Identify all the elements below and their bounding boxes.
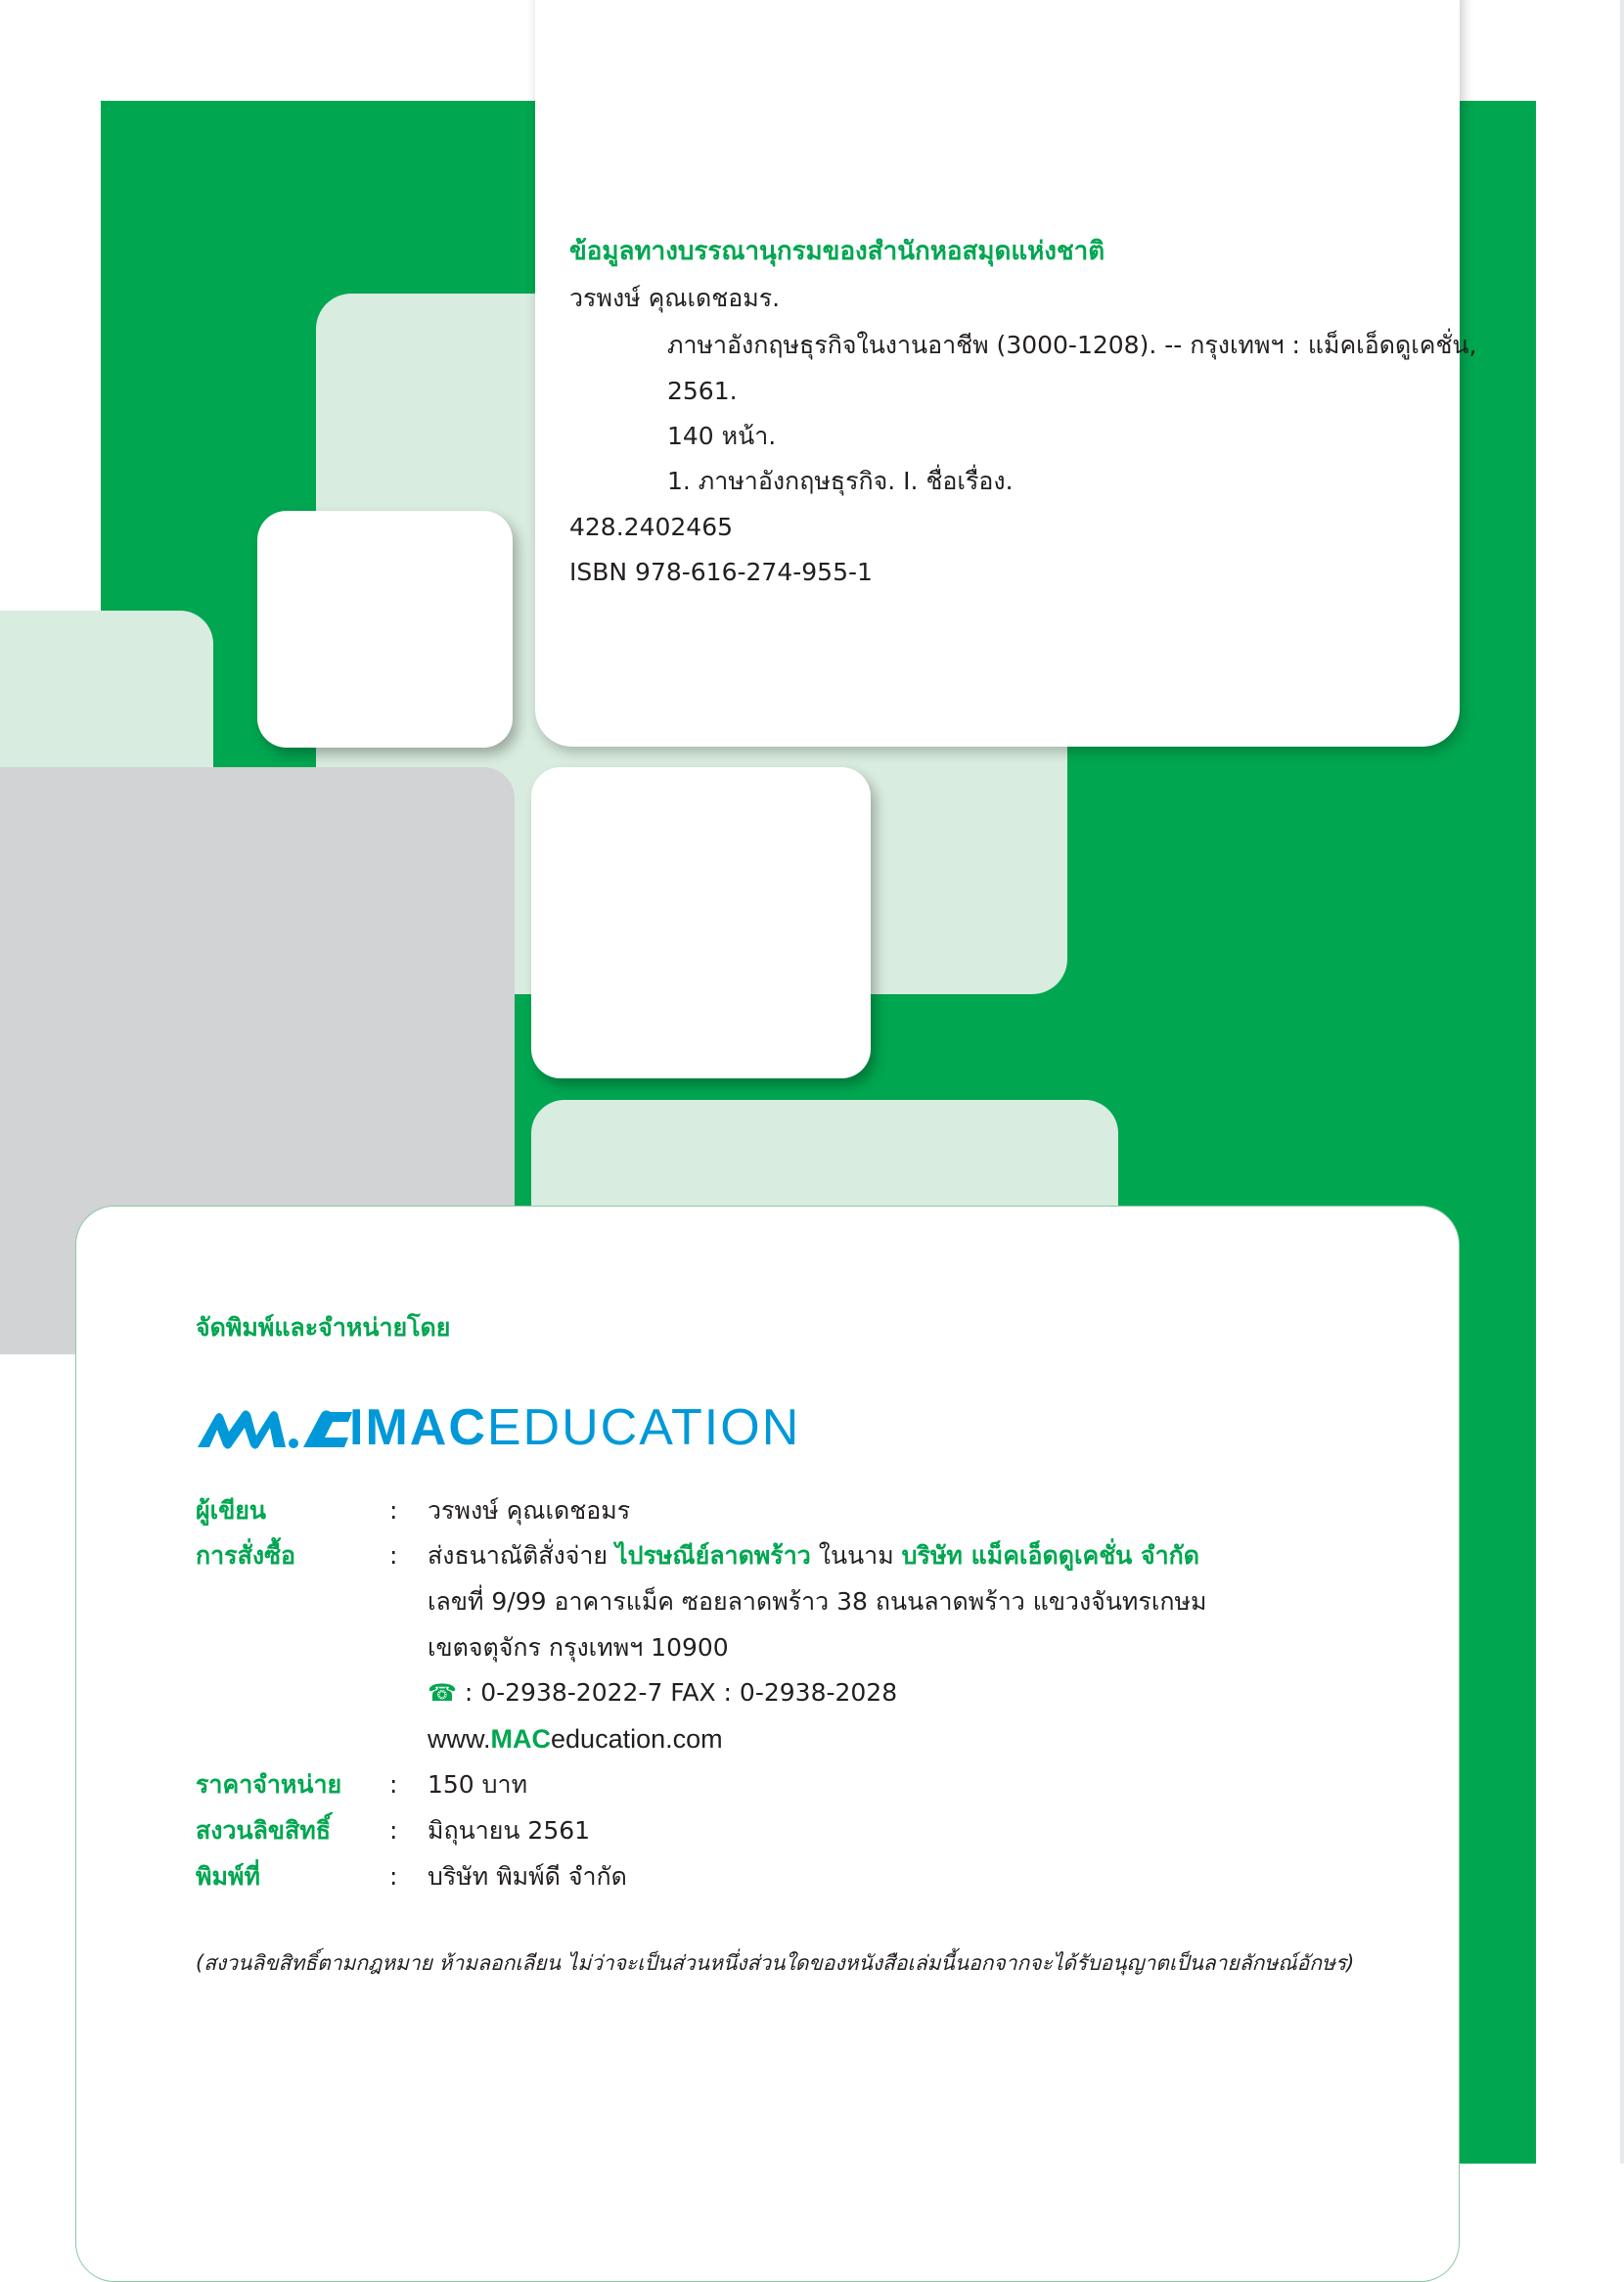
copyright-footnote: (สงวนลิขสิทธิ์ตามกฎหมาย ห้ามลอกเลียน ไม่ว่าจะเป็นส่วนหนึ่งส่วนใดของหนังสือเล่มนี้นอกจากจะได้รับอนุญาตเป็นลายลักษณ์อักษร) <box>196 1951 1355 1975</box>
copyright-label: สงวนลิขสิทธิ์ <box>196 1816 332 1845</box>
copyright-value: มิถุนายน 2561 <box>428 1816 591 1845</box>
telephone-icon: ☎ <box>428 1679 457 1707</box>
copyright-colon: : <box>389 1816 398 1845</box>
cip-isbn: ISBN 978-616-274-955-1 <box>569 558 873 586</box>
order-company: บริษัท แม็คเอ็ดดูเคชั่น จำกัด <box>901 1541 1200 1570</box>
price-label: ราคาจำหน่าย <box>196 1770 342 1799</box>
phone-fax-text: : 0-2938-2022-7 FAX : 0-2938-2028 <box>464 1678 898 1707</box>
author-value: วรพงษ์ คุณเดชอมร <box>428 1496 631 1525</box>
cip-subject: 1. ภาษาอังกฤษธุรกิจ. I. ชื่อเรื่อง. <box>667 467 1014 495</box>
author-label: ผู้เขียน <box>196 1496 267 1525</box>
printer-value: บริษัท พิมพ์ดี จำกัด <box>428 1862 627 1891</box>
logo-education: EDUCATION <box>486 1399 801 1456</box>
web-mac: MAC <box>490 1724 552 1754</box>
order-mid-text: ในนาม <box>818 1541 894 1570</box>
cip-year: 2561. <box>667 377 738 405</box>
cip-title-line: ภาษาอังกฤษธุรกิจในงานอาชีพ (3000-1208). -- กรุงเทพฯ : แม็คเอ็ดดูเคชั่น, <box>667 331 1477 359</box>
white-tile-small <box>257 511 513 748</box>
publisher-card <box>75 1206 1460 2282</box>
printer-label: พิมพ์ที่ <box>196 1862 260 1891</box>
mac-logo-icon <box>196 1406 354 1449</box>
cip-pages: 140 หน้า. <box>667 422 777 450</box>
author-colon: : <box>389 1496 398 1525</box>
cip-heading: ข้อมูลทางบรรณานุกรมของสำนักหอสมุดแห่งชาติ <box>569 237 1105 266</box>
phone-line <box>428 1677 897 1709</box>
logo-imac: IMAC <box>349 1399 487 1456</box>
page-edge <box>1620 0 1624 2164</box>
order-post-office: ไปรษณีย์ลาดพร้าว <box>615 1541 811 1570</box>
price-colon: : <box>389 1770 398 1799</box>
web-prefix: www. <box>428 1724 491 1754</box>
order-pre-text: ส่งธนาณัติสั่งจ่าย <box>428 1541 609 1570</box>
price-value: 150 บาท <box>428 1770 528 1799</box>
imac-education-logo-text <box>349 1398 800 1457</box>
website[interactable] <box>428 1723 723 1755</box>
order-instructions <box>428 1540 1199 1572</box>
publisher-heading: จัดพิมพ์และจำหน่ายโดย <box>196 1313 451 1342</box>
printer-colon: : <box>389 1862 398 1891</box>
address-line-2: เขตจตุจักร กรุงเทพฯ 10900 <box>428 1633 729 1662</box>
order-label: การสั่งซื้อ <box>196 1541 296 1570</box>
web-suffix: education.com <box>551 1724 723 1754</box>
cip-classification: 428.2402465 <box>569 513 734 541</box>
order-colon: : <box>389 1541 398 1570</box>
white-tile-center <box>531 767 871 1078</box>
cip-author: วรพงษ์ คุณเดชอมร. <box>569 284 781 312</box>
address-line-1: เลขที่ 9/99 อาคารแม็ค ซอยลาดพร้าว 38 ถนนลาดพร้าว แขวงจันทรเกษม <box>428 1587 1207 1616</box>
cip-card <box>535 0 1460 747</box>
